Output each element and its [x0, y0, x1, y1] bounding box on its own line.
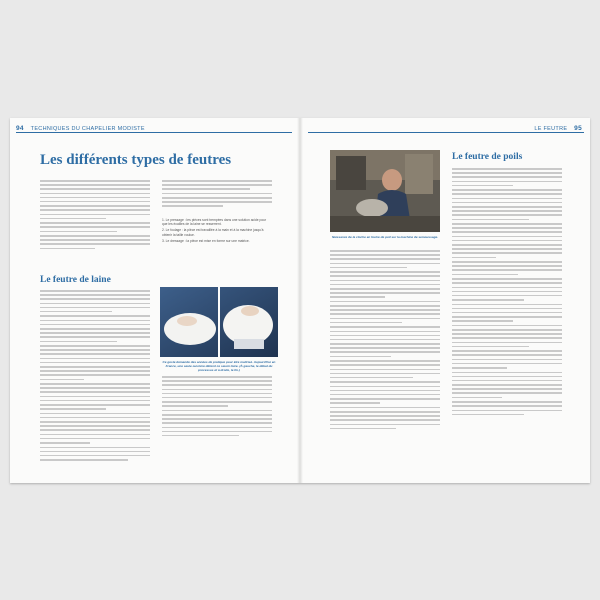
process-list	[162, 218, 272, 245]
section-title-laine: Le feutre de laine	[40, 275, 111, 285]
right-photo-caption: Naissance de la cloche en feutre de poil sur la machine de semoussage.	[331, 235, 439, 239]
felt-working-photo	[160, 287, 278, 357]
book-spread	[10, 118, 590, 483]
left-page-number: 94	[16, 125, 24, 132]
laine-text-column	[40, 290, 150, 463]
intro-text-column-1	[40, 180, 150, 252]
left-header-rule	[16, 132, 292, 133]
laine-text-column-2	[162, 376, 272, 439]
right-header-rule	[308, 132, 584, 133]
hat-maker-photo	[330, 150, 440, 232]
right-folio	[534, 125, 582, 132]
list-item: 2. Le foulage : la pièce est travaillée à la main et à la machine jusqu'à obtenir la taille voulue.	[162, 228, 264, 237]
left-folio	[16, 125, 145, 132]
page-title: Les différents types de feutres	[40, 152, 232, 168]
intro-text-column-2	[162, 180, 272, 210]
list-item: 3. Le dressage : la pièce est mise en forme sur une matrice.	[162, 238, 250, 243]
right-text-column-2	[452, 168, 562, 418]
right-text-column-1	[330, 250, 440, 432]
right-page-number: 95	[574, 125, 582, 132]
left-photo-caption: Ce geste demande des années de pratique pour être maîtrisé. Aujourd'hui en France, une seule ouvrière détient ce savoir-faire. (À gauche, le débat du processus et à droite, le fin.)	[162, 360, 276, 372]
list-item: 1. Le pressage : les pièces sont trempées dans une solution acide pour que les écailles de la laine se resserrent.	[162, 218, 267, 227]
left-page	[10, 118, 300, 483]
section-title-poils: Le feutre de poils	[452, 152, 523, 162]
left-running-head: TECHNIQUES DU CHAPELIER MODISTE	[30, 126, 145, 132]
right-page	[300, 118, 590, 483]
right-running-head: LE FEUTRE	[534, 126, 568, 132]
